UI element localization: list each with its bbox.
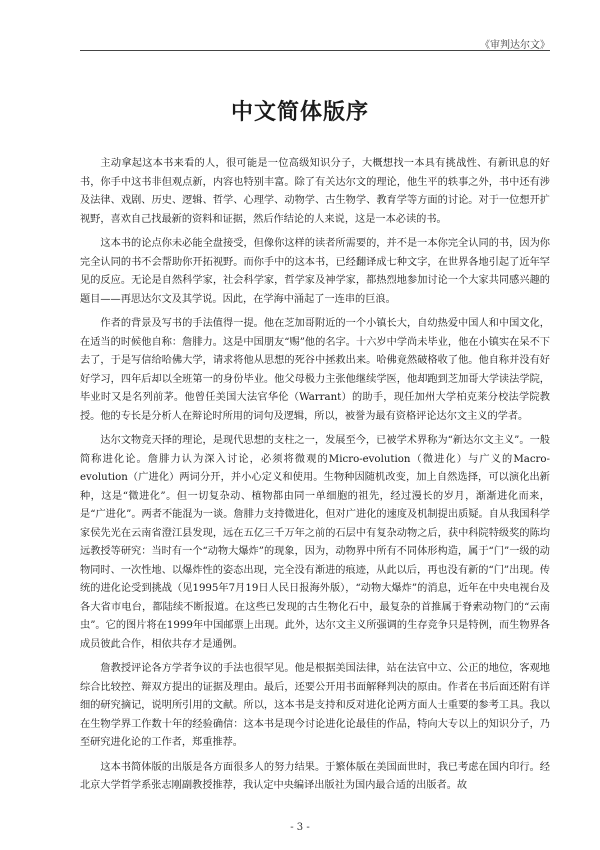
page-number: - 3 - (290, 822, 310, 833)
paragraph: 达尔文物竞天择的理论，是现代思想的支柱之一，发展至今，已被学术界称为“新达尔文主义”。一般简称进化论。詹腓力认为深入讨论，必须将微观的Micro-evolution（微进化）与广义的Macro-evolution（广进化）两词分开，并小心定义和使用。生物种因随机改变，加上自然选择，可以演化出新种，这是“微进化”。但一切复杂动、植物都由同一单细胞的祖先，经过漫长的岁月，渐渐进化而来，是“广进化”。两者不能混为一谈。詹腓力支持微进化，但对广进化的速度及机制提出质疑。自从我国科学家侯先光在云南省澄江县发现，远在五亿三千万年之前的石层中有复杂动物之后，获中科院特级奖的陈均远教授等研究：当时有一个“动物大爆炸”的现象，因为，动物界中所有不同体形构造，属于“门”一级的动物同时、一次性地、以爆炸性的姿态出现，完全没有渐进的痕迹，从此以后，再也没有新的“门”出现。传统的进化论受到挑战（见1995年7月19日人民日报海外版），“动物大爆炸”的消息，近年在中央电视台及各大省市电台，都陆续不断报道。在这些已发现的古生物化石中，最复杂的首推属于脊索动物门的“云南虫”。它的图片将在1999年中国邮票上出现。此外，达尔文主义所强调的生存竞争只是特例，而生物界各成员彼此合作，相依共存才是通例。 (80, 435, 550, 650)
running-head: 《审判达尔文》 (480, 40, 550, 51)
paragraph: 詹教授评论各方学者争议的手法也很罕见。他是根据美国法律，站在法官中立、公正的地位，客观地综合比较控、辩双方提出的证据及理由。最后，还要公开用书面解释判决的原由。作者在书后面还附有详细的研究摘记，说明所引用的文献。所以，这本书是支持和反对进化论两方面人士重要的参考工具。我以在生物学界工作数十年的经验确信：这本书是现今讨论进化论最佳的作品，特向大专以上的知识分子，乃至研究进化论的工作者，郑重推荐。 (80, 663, 550, 748)
paragraph: 这本书的论点你未必能全盘接受，但像你这样的读者所需要的，并不是一本你完全认同的书，因为你完全认同的书不会帮助你开拓视野。而你手中的这本书，已经翻译成七种文字，在世界各地引起了近年罕见的反应。无论是自然科学家，社会科学家，哲学家及神学家，都热烈地参加讨论一个大家共同感兴趣的题目——再思达尔文及其学说。因此，在学海中涌起了一连串的巨浪。 (80, 238, 550, 305)
page-title: 中文简体版序 (230, 100, 369, 125)
paragraph: 作者的背景及写书的手法值得一提。他在芝加哥附近的一个小镇长大，自幼热爱中国人和中国文化，在适当的时候他自称：詹腓力。这是中国朋友“赐”他的名字。十六岁中学尚未毕业，他在小镇实在呆不下去了，于是写信给哈佛大学，请求将他从思想的死谷中拯救出来。哈佛竟然破格收了他。他自称并没有好好学习，四年后却以全班第一的身份毕业。他父母极力主张他继续学医，他却跑到芝加哥大学读法学院，毕业时又是名列前茅。他曾任美国大法官华伦（Warrant）的助手，现任加州大学柏克莱分校法学院教授。他的专长是分析人在辩论时所用的词句及逻辑，所以，被誉为最有资格评论达尔文主义的学者。 (80, 318, 550, 422)
paragraph: 这本书简体版的出版是各方面很多人的努力结果。于繁体版在美国面世时，我已考虑在国内印行。经北京大学哲学系张志刚副教授推荐，我认定中央编译出版社为国内最合适的出版者。故 (80, 761, 550, 791)
body-text (80, 155, 550, 802)
header-rule (80, 50, 550, 51)
paragraph: 主动拿起这本书来看的人，很可能是一位高级知识分子，大概想找一本具有挑战性、有新讯息的好书，你手中这书非但观点新，内容也特别丰富。除了有关达尔文的理论，他生平的轶事之外，书中还有涉及法律、戏剧、历史、逻辑、哲学、心理学、动物学、古生物学、教育学等方面的讨论。对于一位想开扩视野，喜欢自己找最新的资料和证据，然后作结论的人来说，这是一本必读的书。 (80, 158, 550, 225)
